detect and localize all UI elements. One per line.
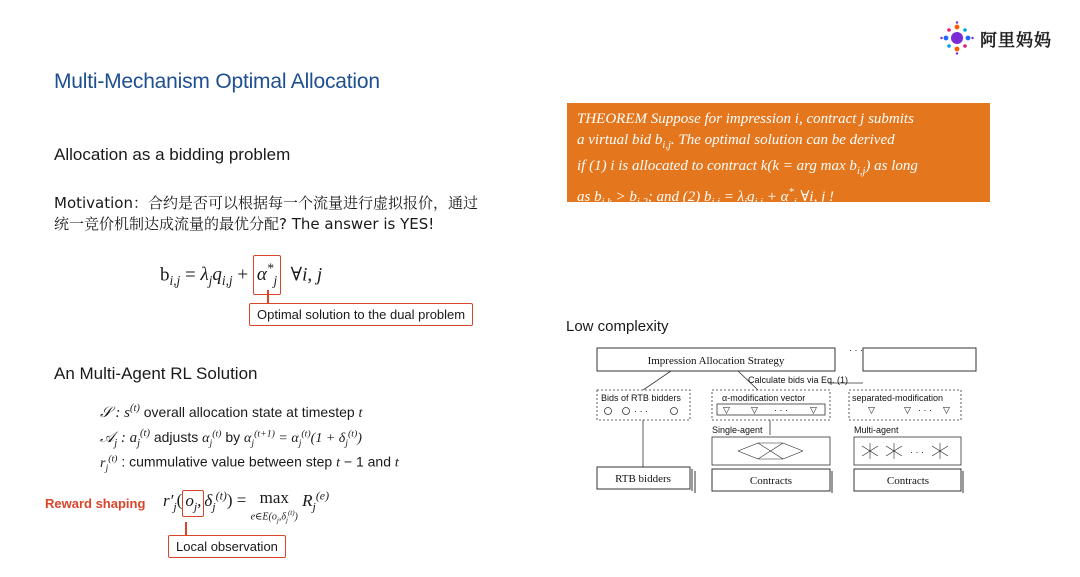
definition-action-text-2: by [225, 429, 241, 445]
contracts-label-multi: Contracts [886, 475, 930, 487]
svg-text:· · ·: · · · [910, 447, 924, 457]
definition-reward-and: and [367, 453, 391, 470]
impression-strategy-box-right [863, 348, 976, 371]
svg-text:▽: ▽ [868, 405, 875, 415]
alimama-logo-icon [940, 21, 974, 55]
motivation-text [54, 193, 478, 235]
rtb-bids-label: Bids of RTB bidders [601, 393, 681, 403]
architecture-diagram [588, 343, 980, 495]
svg-text:▽: ▽ [904, 405, 911, 415]
logo-text: 阿里妈妈 [980, 30, 1052, 51]
theorem-line-2: a virtual bid $b_{i,j}$. The optimal solution can be derived [577, 132, 895, 151]
definition-action: 𝒜$_j$ : $a_j^{(t)}$ adjusts $\alpha_j^{(t)}$ by $\alpha_j^{(t+1)} = \alpha_j^{(t)}(1 + \delta_j^{(t)})$ [100, 428, 362, 449]
rtb-dots: · · · [634, 406, 648, 416]
section-heading-marl: An Multi-Agent RL Solution [54, 364, 258, 383]
diagram-caption: Low complexity [566, 318, 669, 335]
svg-text:▽: ▽ [943, 405, 950, 415]
top-dots-1: · · · [849, 345, 863, 355]
multi-agent-label: Multi-agent [854, 425, 899, 435]
alpha-mod-label: α-modification vector [722, 393, 806, 403]
svg-text:· · ·: · · · [774, 405, 788, 415]
svg-text:▽: ▽ [723, 405, 730, 415]
slide-title: Multi-Mechanism Optimal Allocation [54, 70, 380, 93]
section-heading-allocation: Allocation as a bidding problem [54, 145, 291, 164]
theorem-line-4: as $b_{i,k} > b_{i,2}$; and (2) $b_{i,j} = \lambda_jq_{i,j} + \alpha^*_j$ ∀i, j ! [577, 187, 835, 208]
reward-shaping-label: Reward shaping [45, 496, 146, 511]
definition-state: 𝒮 : $s^{(t)}$ overall allocation state at timestep t [100, 403, 363, 421]
rtb-bidders-label: RTB bidders [615, 473, 671, 485]
svg-text:▽: ▽ [810, 405, 817, 415]
definition-state-text: overall allocation state at timestep [143, 404, 355, 420]
brand-logo [940, 20, 1052, 56]
theorem-line-3: if (1) i is allocated to contract k(k = arg $\max b_{i,j}$) as long [577, 158, 918, 177]
alpha-highlight-box: $\alpha^*_j$ [253, 255, 281, 295]
bid-formula: $b_{i,j} = \lambda_jq_{i,j} + \alpha^*_j$ ∀i, j [160, 255, 322, 295]
definition-action-text-1: adjusts [153, 429, 199, 445]
definition-reward: $r_j^{(t)}$ : cummulative value between step t − 1 and t [100, 453, 399, 474]
contracts-label-single: Contracts [749, 475, 793, 487]
motivation-line-2: 统一竞价机制达成流量的最优分配? The answer is YES! [54, 215, 435, 233]
callout-dual-problem: Optimal solution to the dual problem [249, 303, 473, 326]
single-agent-label: Single-agent [712, 425, 763, 435]
impression-strategy-label: Impression Allocation Strategy [647, 355, 785, 367]
reward-max-operator: max [259, 488, 289, 507]
svg-text:▽: ▽ [751, 405, 758, 415]
theorem-line-1: THEOREM Suppose for impression i, contract j submits [577, 111, 914, 127]
observation-highlight-box: $o_j$, [182, 490, 204, 517]
callout-local-observation: Local observation [168, 535, 286, 558]
calc-bids-label: Calculate bids via Eq. (1) [748, 375, 849, 385]
reward-formula: $r'_j$( $o_j$, $\delta_j^{(t)}) = \max$ $e\in E(o_j,\delta_j^{(t)})$ $R_j^{(e)}$ [163, 488, 330, 525]
theorem-box [567, 103, 990, 208]
arrow-rtb-up [643, 371, 671, 390]
sep-mod-label: separated-modification [852, 393, 944, 403]
definition-reward-text: cummulative value between step [129, 453, 333, 470]
svg-text:· · ·: · · · [918, 405, 932, 415]
motivation-line-1: Motivation：合约是否可以根据每一个流量进行虚拟报价，通过 [54, 194, 478, 212]
